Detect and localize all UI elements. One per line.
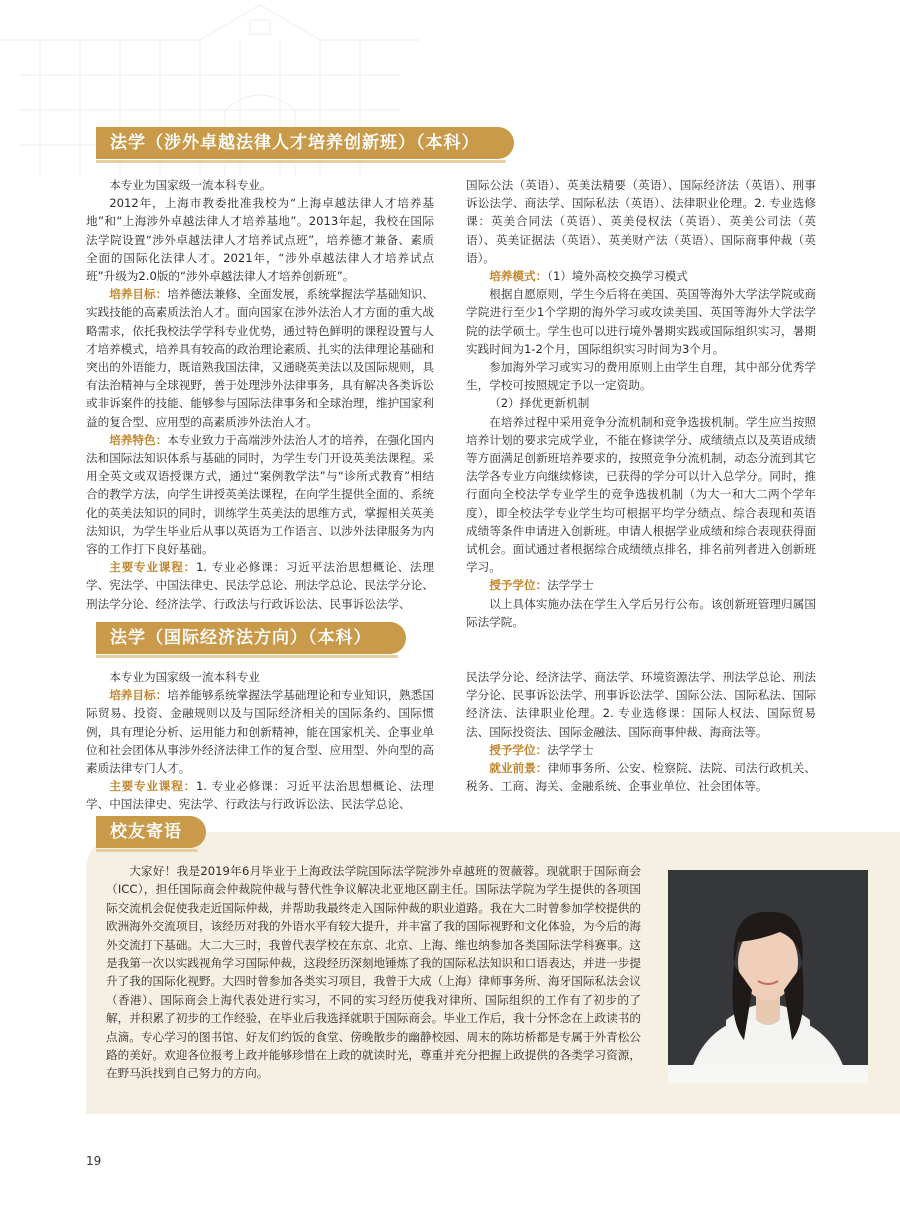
section2-career bbox=[466, 759, 816, 795]
section1-courses bbox=[86, 558, 434, 613]
section2-intro: 本专业为国家级一流本科专业 bbox=[109, 670, 260, 684]
mode-text: （1）境外高校交换学习模式 bbox=[547, 269, 688, 284]
alumni-message: 大家好！我是2019年6月毕业于上海政法学院国际法学院涉外卓越班的贺薇蓉。现就职于国际商会（ICC），担任国际商会仲裁院仲裁与替代性争议解决北亚地区副主任。国际法学院为学生提供的各项国际交流机会促使我走近国际仲裁，并帮助我最终走入国际仲裁的职业道路。我在大二时曾参加学校提供的欧洲海外交流项目，该经历对我的外语水平有较大提升，并丰富了我的国际视野和文化体验，为今后的海外交流打下基础。大二大三时，我曾代表学校在东京、北京、上海、维也纳参加各类国际法学科赛事。这是我第一次以实践视角学习国际仲裁，这段经历深刻地锤炼了我的国际私法知识和口语表达，并进一步提升了我的国际化视野。大四时曾参加各类实习项目，我曾于大成（上海）律师事务所、海牙国际私法会议（香港）、国际商会上海代表处进行实习，不同的实习经历使我对律所、国际组织的工作有了初步的了解，并积累了初步的工作经验，在毕业后我选择就职于国际商会。毕业工作后，我十分怀念在上政读书的点滴。专心学习的图书馆、好友们约饭的食堂、傍晚散步的幽静校园、周末的陈坊桥都是专属于外青松公路的美好。欢迎各位报考上政并能够珍惜在上政的就读时光，尊重并充分把握上政提供的各类学习资源，在野马浜找到自己努力的方向。 bbox=[106, 864, 641, 1081]
section1-mode2-p1: 在培养过程中采用竞争分流机制和竞争选拔机制。学生应当按照培养计划的要求完成学业，不能在修读学分、成绩绩点以及英语成绩等方面满足创新班培养要求的，按照竞争分流机制，动态分流到其它法学各专业方向继续修读，已获得的学分可以计入总学分。同时，推行面向全校法学专业学生的竞争选拔机制（为大一和大二两个学年度），即全校法学专业学生均可根据平均学分绩点、综合表现和英语成绩等条件申请进入创新班。申请人根据学业成绩和综合表现获得面试机会。面试通过者根据综合成绩绩点排名，排名前列者进入创新班学习。 bbox=[466, 414, 816, 575]
section1-history: 2012年，上海市教委批准我校为“上海卓越法律人才培养基地”和“上海涉外卓越法律人才培养基地”。2013年起，我校在国际法学院设置“涉外卓越法律人才培养试点班”，培养德才兼备、素质全面的国际化法律人才。2021年，“涉外卓越法律人才培养试点班”升级为2.0版的“涉外卓越法律人才培养创新班”。 bbox=[86, 196, 434, 284]
course-label: 主要专业课程： bbox=[109, 560, 197, 575]
course-text: 1. 专业必修课：习近平法治思想概论、法理学、宪法学、中国法律史、民法学总论、刑法学总论、民法学分论、刑法学分论、经济法学、行政法与行政诉讼法、民事诉讼法学、 bbox=[86, 560, 434, 611]
course-text: 1. 专业必修课：习近平法治思想概论、法理学、中国法律史、宪法学、行政法与行政诉讼法、民法学总论、 bbox=[86, 779, 434, 812]
section1-right-column bbox=[466, 176, 816, 631]
feature-text: 本专业致力于高端涉外法治人才的培养，在强化国内法和国际法知识体系与基础的同时，为学生专门开设英美法课程。采用全英文或双语授课方式，通过“案例教学法”与“诊所式教育”相结合的教学方法，向学生讲授英美法课程，在向学生提供全面的、系统化的英美法知识的同时，训练学生英美法的思维方式，掌握相关英美法知识，为学生毕业后从事以英语为工作语言、以涉外法律服务为内容的工作打下良好基础。 bbox=[86, 432, 434, 557]
section2-goal bbox=[86, 686, 434, 777]
degree-text: 法学学士 bbox=[547, 742, 594, 757]
section2-right-column bbox=[466, 668, 816, 795]
section1-goal bbox=[86, 285, 434, 431]
section1-mode-p2: 参加海外学习或实习的费用原则上由学生自理，其中部分优秀学生，学校可按照规定予以一定资助。 bbox=[466, 360, 816, 393]
career-label: 就业前景： bbox=[489, 761, 548, 776]
section1-mode-p1: 根据自愿原则，学生今后将在美国、英国等海外大学法学院或商学院进行至少1个学期的海外学习或攻读美国、英国等海外大学法学院的法学硕士。学生也可以进行境外暑期实践或国际组织实习，暑期实践时间为1-2个月，国际组织实习时间为3个月。 bbox=[466, 287, 816, 356]
section1-degree bbox=[466, 576, 816, 594]
goal-label: 培养目标： bbox=[109, 287, 168, 302]
section1-courses-cont: 国际公法（英语）、英美法精要（英语）、国际经济法（英语）、刑事诉讼法学、商法学、国际私法（英语）、法律职业伦理。2. 专业选修课：英美合同法（英语）、英美侵权法（英语）、英美公司法（英语）、英美证据法（英语）、英美财产法（英语）、国际商事仲裁（英语）。 bbox=[466, 178, 816, 265]
career-text: 律师事务所、公安、检察院、法院、司法行政机关、税务、工商、海关、金融系统、企事业单位、社会团体等。 bbox=[466, 761, 816, 794]
section1-note: 以上具体实施办法在学生入学后另行公布。该创新班管理归属国际法学院。 bbox=[466, 596, 816, 629]
section2-left-column bbox=[86, 668, 434, 814]
goal-text: 培养能够系统掌握法学基础理论和专业知识，熟悉国际贸易、投资、金融规则以及与国际经济相关的国际条约、国际惯例，具有理论分析、运用能力和创新精神，能在国家机关、企事业单位和社会团体从事涉外经济法律工作的复合型、应用型、外向型的高素质法律专门人才。 bbox=[86, 688, 434, 776]
section2-courses-cont: 民法学分论、经济法学、商法学、环境资源法学、刑法学总论、刑法学分论、民事诉讼法学、刑事诉讼法学、国际公法、国际私法、国际经济法、法律职业伦理。2. 专业选修课：国际人权法、国际贸易法、国际投资法、国际金融法、国际商事仲裁、海商法等。 bbox=[466, 670, 816, 739]
section1-mode bbox=[466, 267, 816, 285]
portrait-image bbox=[668, 870, 868, 1083]
degree-label: 授予学位： bbox=[489, 578, 548, 593]
mode-label: 培养模式： bbox=[489, 269, 548, 284]
section1-feature bbox=[86, 431, 434, 558]
feature-label: 培养特色： bbox=[109, 432, 168, 447]
section-banner-foreign-law: 法学（涉外卓越法律人才培养创新班）（本科） bbox=[96, 127, 514, 159]
course-label: 主要专业课程： bbox=[109, 779, 197, 794]
goal-label: 培养目标： bbox=[109, 688, 168, 703]
degree-label: 授予学位： bbox=[489, 742, 548, 757]
section-banner-intl-econ-law: 法学（国际经济法方向）（本科） bbox=[96, 622, 406, 654]
section1-mode2-title: （2）择优更新机制 bbox=[489, 396, 590, 411]
alumni-photo bbox=[668, 870, 868, 1083]
section1-intro: 本专业为国家级一流本科专业。 bbox=[109, 178, 272, 192]
degree-text: 法学学士 bbox=[547, 578, 594, 593]
goal-text: 培养德法兼修、全面发展，系统掌握法学基础知识、实践技能的高素质法治人才。面向国家在涉外法治人才方面的重大战略需求，依托我校法学学科专业优势，通过特色鲜明的课程设置与人才培养模式，培养具有较高的政治理论素质、扎实的法律理论基础和突出的外语能力，既谙熟我国法律，又通晓英美法以及国际规则，具有法治精神与全球视野，善于处理涉外法律事务，具有解决各类诉讼或非诉案件的技能、能够参与国际法律事务和全球治理，维护国家利益的复合型、应用型的高素质涉外法治人才。 bbox=[86, 287, 434, 429]
page-number: 19 bbox=[86, 1154, 102, 1168]
section2-degree bbox=[466, 741, 816, 759]
section1-left-column bbox=[86, 176, 434, 613]
section2-courses bbox=[86, 777, 434, 813]
section-banner-alumni: 校友寄语 bbox=[96, 816, 206, 848]
